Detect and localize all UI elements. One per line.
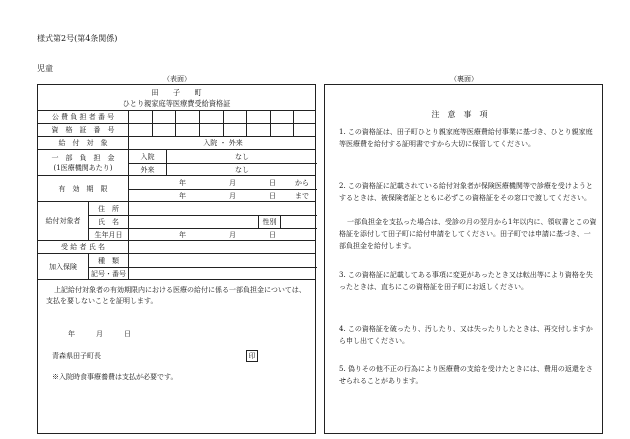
burden-number-label: 公 費 負 担 者 番 号 [51,113,115,121]
insurance-label: 加入保険 [49,262,77,271]
birth-year: 年 [179,231,186,239]
from-month: 月 [229,178,236,187]
outpatient-label: 外来 [128,163,166,176]
recipient-label: 受 給 者 氏 名 [61,243,105,251]
note-item-2-detail: 一部負担金を支払った場合は、受診の月の翌月から1年以内に、領収書とこの資格証を添付して田子町に給付申請をしてください。田子町では申請に基づき、一部負担金を給付します。 [339,218,597,250]
outpatient-value: なし [166,163,317,176]
note-item-2: 2. この資格証に記載されている給付対象者が保険医療機関等で診療を受けようとするときは、被保険者証とともに必ずこの資格証をその窓口で渡してください。 [339,182,593,202]
until-year: 年 [179,192,186,200]
row-target [38,136,315,149]
until-day: 日 [269,192,276,200]
issue-date: 年 月 日 [68,330,131,338]
front-caption: （表面） [163,75,191,83]
burden-number-boxes [128,111,317,123]
inpatient-label: 入院 [128,150,166,163]
front-title-block [38,85,315,110]
address-label: 住 所 [88,202,128,215]
inpatient-value: なし [166,150,317,163]
kind-value [128,254,317,267]
row-recipient [38,240,315,253]
sex-value [280,215,317,228]
name-value [128,215,258,228]
valid-label: 有 効 期 限 [58,184,108,193]
back-caption: （裏面） [450,75,478,83]
certificate-number-label: 資 格 証 番 号 [51,126,115,134]
address-value [128,202,317,215]
recipient-value [128,241,317,253]
birth-label: 生年月日 [88,228,128,241]
birth-month: 月 [229,231,236,239]
valid-from-line [128,176,317,189]
note-item-1: 1. この資格証は、田子町ひとり親家庭等医療費給付事業に基づき、ひとり親家庭等医療費を給付する証明書ですから大切に保管してください。 [339,128,593,148]
issuer-name: 青森県田子町長 [52,352,101,360]
until-text: まで [295,192,309,200]
target-label: 給 付 対 象 [58,139,108,147]
kind-label: 種 類 [88,254,128,267]
seal-stamp: 印 [246,350,258,362]
row-insurance [38,253,315,279]
form-number: 様式第2号(第4条関係) [37,34,118,43]
insured-label: 給付対象者 [45,217,81,225]
footnote: ※入院時食事療養費は支払が必要です。 [52,373,178,381]
category-label: 児童 [37,64,53,73]
note-item-5: 5. 偽りその他不正の行為により医療費の支給を受けたときには、費用の返還をさせられることがあります。 [339,365,593,385]
partial-burden-text: 一 部 負 担 金 [51,153,115,162]
note-item-4: 4. この資格証を破ったり、汚したり、又は失ったりしたときは、再交付しますから申し出てください。 [339,325,593,345]
back-card [324,84,603,434]
row-partial-burden [38,149,315,175]
notes-title: 注意事項 [431,110,496,119]
town-name: 田 子 町 [151,88,202,97]
certificate-number-boxes [128,124,317,136]
from-year: 年 [179,178,186,187]
from-day: 日 [269,178,276,187]
name-label: 氏 名 [88,215,128,228]
row-burden-number [38,110,315,123]
front-card [37,84,316,434]
row-valid-period [38,175,315,201]
statement-text: 上記給付対象者の有効期限内における医療の給付に係る一部負担金については、支払を要しないことを証明します。 [46,286,306,305]
note-item-3: 3. この資格証に記載してある事項に変更があったとき又は転出等により資格を失ったときは、直ちにこの資格証を田子町にお返しください。 [339,271,593,291]
partial-burden-label [38,150,128,175]
certificate-title: ひとり親家庭等医療費受給資格証 [122,99,231,108]
partial-burden-sub: (1医療機関あたり) [53,163,113,172]
until-month: 月 [229,192,236,200]
sex-label: 性別 [258,215,280,228]
symbol-label: 記号・番号 [88,267,128,280]
grid-bottom-border [38,279,315,280]
from-text: から [295,178,309,187]
row-certificate-number [38,123,315,136]
birth-day: 日 [269,231,276,239]
row-insured [38,201,315,240]
target-value: 入院 ・ 外来 [128,137,317,149]
